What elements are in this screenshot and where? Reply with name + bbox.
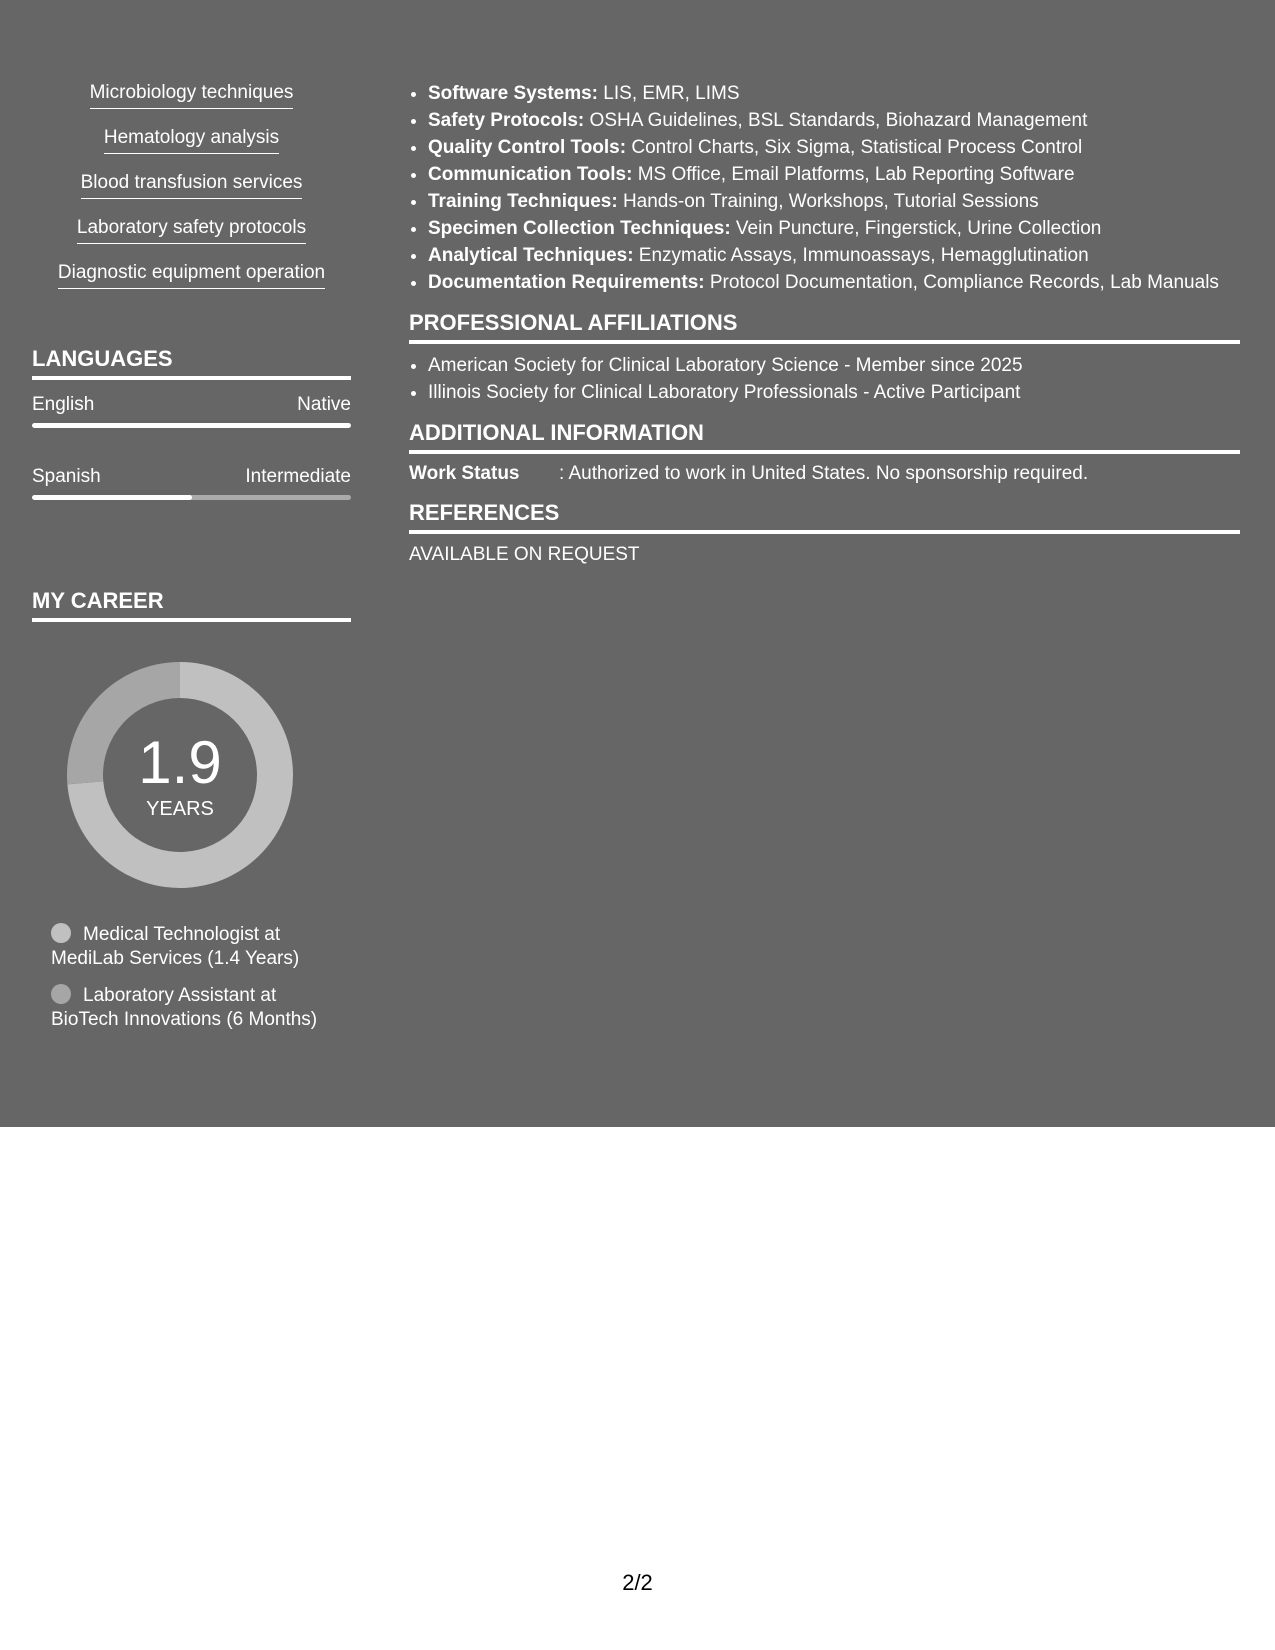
skill-label: Blood transfusion services (81, 172, 303, 199)
technical-skill-item (428, 161, 1240, 188)
page-number: 2/2 (622, 1570, 653, 1595)
career-legend (51, 923, 351, 1032)
career-legend-item (51, 923, 351, 971)
technical-skill-value: Hands-on Training, Workshops, Tutorial Sessions (617, 191, 1039, 212)
technical-skill-value: Control Charts, Six Sigma, Statistical Process Control (626, 137, 1083, 158)
skill-label: Hematology analysis (104, 127, 279, 154)
skill-label: Laboratory safety protocols (77, 217, 306, 244)
technical-skill-item (428, 188, 1240, 215)
additional-info-section (409, 420, 1240, 486)
technical-skill-value: LIS, EMR, LIMS (598, 83, 740, 104)
language-name: English (32, 394, 95, 415)
technical-skill-value: Enzymatic Assays, Immunoassays, Hemagglutination (633, 245, 1089, 266)
right-column (409, 80, 1240, 567)
technical-skill-item (428, 269, 1240, 296)
languages-heading: LANGUAGES (32, 346, 351, 380)
language-proficiency-bar (32, 423, 351, 428)
career-section (32, 588, 351, 1045)
technical-skill-item (428, 107, 1240, 134)
career-entry-line1: Medical Technologist at (83, 924, 281, 945)
references-section (409, 500, 1240, 567)
affiliations-heading: PROFESSIONAL AFFILIATIONS (409, 310, 1240, 344)
technical-skill-label: Quality Control Tools: (428, 137, 627, 158)
technical-skill-label: Software Systems: (428, 83, 599, 104)
language-proficiency-fill (32, 495, 192, 500)
affiliation-item: • American Society for Clinical Laboratory Science - Member since 2025 (428, 352, 1240, 379)
technical-skill-value: MS Office, Email Platforms, Lab Reporting Software (632, 164, 1075, 185)
affiliations-list (409, 352, 1240, 406)
career-entry-line2: MediLab Services (1.4 Years) (51, 948, 300, 969)
skill-item (32, 172, 351, 217)
technical-skill-label: Specimen Collection Techniques: (428, 218, 731, 239)
language-proficiency-fill (32, 423, 351, 428)
additional-info-heading: ADDITIONAL INFORMATION (409, 420, 1240, 454)
technical-skill-value: OSHA Guidelines, BSL Standards, Biohazard Management (584, 110, 1088, 131)
work-status-row (409, 462, 1240, 486)
career-legend-item (51, 984, 351, 1032)
affiliation-item: • Illinois Society for Clinical Laboratory Professionals - Active Participant (428, 379, 1240, 406)
legend-dot-icon (51, 923, 71, 943)
languages-section (32, 346, 351, 500)
skill-item (32, 127, 351, 172)
affiliations-section (409, 310, 1240, 406)
language-level: Intermediate (245, 466, 351, 487)
references-text: AVAILABLE ON REQUEST (409, 544, 640, 565)
career-total-value: 1.9 (138, 729, 222, 796)
references-heading: REFERENCES (409, 500, 1240, 534)
career-entry-line2: BioTech Innovations (6 Months) (51, 1009, 318, 1030)
technical-skill-label: Safety Protocols: (428, 110, 585, 131)
work-status-label: Work Status (409, 463, 520, 484)
technical-skill-item (428, 242, 1240, 269)
skill-item (32, 262, 351, 307)
technical-skill-value: Protocol Documentation, Compliance Records, Lab Manuals (704, 272, 1219, 293)
technical-skill-label: Documentation Requirements: (428, 272, 705, 293)
skill-item (32, 217, 351, 262)
technical-skill-label: Communication Tools: (428, 164, 633, 185)
skill-label: Diagnostic equipment operation (58, 262, 325, 289)
technical-skill-item (428, 215, 1240, 242)
career-entry-line1: Laboratory Assistant at (83, 985, 277, 1006)
left-column (32, 82, 351, 1030)
technical-skill-value: Vein Puncture, Fingerstick, Urine Collection (730, 218, 1102, 239)
language-row-spanish (32, 466, 351, 488)
technical-skill-item (428, 80, 1240, 107)
language-proficiency-bar (32, 495, 351, 500)
language-level: Native (297, 394, 351, 415)
legend-dot-icon (51, 984, 71, 1004)
career-donut-chart (67, 662, 293, 888)
work-status-value: : Authorized to work in United States. No sponsorship required. (559, 463, 1089, 484)
language-row-english (32, 394, 351, 416)
career-heading: MY CAREER (32, 588, 351, 622)
career-total-unit: YEARS (146, 798, 214, 820)
skill-item (32, 82, 351, 127)
technical-skill-item (428, 134, 1240, 161)
technical-skill-label: Training Techniques: (428, 191, 618, 212)
technical-skill-label: Analytical Techniques: (428, 245, 634, 266)
language-name: Spanish (32, 466, 101, 487)
skills-list (32, 82, 351, 307)
skill-label: Microbiology techniques (90, 82, 294, 109)
technical-skills-list (409, 80, 1240, 296)
